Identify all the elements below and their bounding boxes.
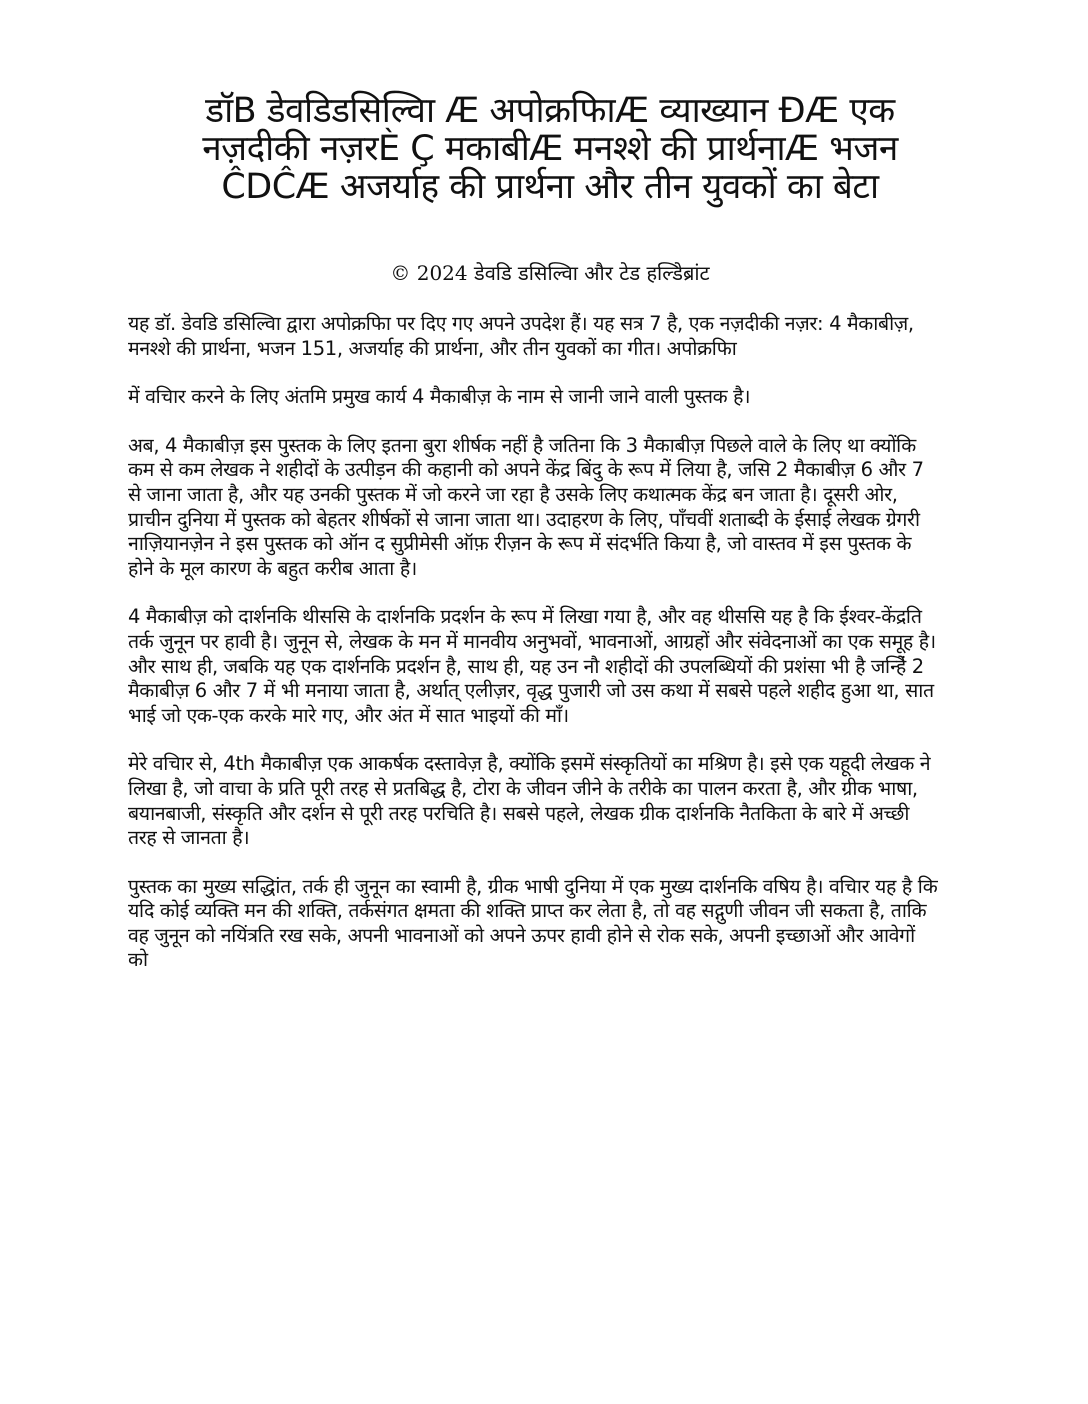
paragraph-1: यह डॉ. डेवडि डसिल्विा द्वारा अपोक्रफिा पर दिए गए अपने उपदेश हैं। यह सत्र 7 है, एक नज़दीकी नज़र: 4 मैकाबीज़, मनश्शे की प्रार्थना, भजन 151, अजर्याह की प्रार्थना, और तीन युवकों का गीत। अपोक्रफिा: [128, 312, 914, 360]
paragraph-3: अब, 4 मैकाबीज़ इस पुस्तक के लिए इतना बुरा शीर्षक नहीं है जतिना कि 3 मैकाबीज़ पिछले वाले के लिए था क्योंकि कम से कम लेखक ने शहीदों के उत्पीड़न की कहानी को अपने केंद्र बिंदु के रूप में लिया है, जसि 2 मैकाबीज़ 6 और 7 से जाना जाता है, और यह उनकी पुस्तक में जो करने जा रहा है उसके लिए कथात्मक केंद्र बन जाता है। दूसरी ओर, प्राचीन दुनिया में पुस्तक को बेहतर शीर्षकों से जाना जाता था। उदाहरण के लिए, पाँचवीं शताब्दी के ईसाई लेखक ग्रेगरी नाज़ियानज़ेन ने इस पुस्तक को ऑन द सुप्रीमेसी ऑफ़ रीज़न के रूप में संदर्भति किया है, जो वास्तव में इस पुस्तक के होने के मूल कारण के बहुत करीब आता है।: [128, 433, 924, 580]
paragraph-5: मेरे वचिार से, 4th मैकाबीज़ एक आकर्षक दस्तावेज़ है, क्योंकि इसमें संस्कृतियों का मश्रिण है। इसे एक यहूदी लेखक ने लिखा है, जो वाचा के प्रति पूरी तरह से प्रतबिद्ध है, टोरा के जीवन जीने के तरीके का पालन करता है, और ग्रीक भाषा, बयानबाजी, संस्कृति और दर्शन से पूरी तरह परचिति है। सबसे पहले, लेखक ग्रीक दार्शनकि नैतकिता के बारे में अच्छी तरह से जानता है।: [128, 752, 931, 850]
paragraph-2: में वचिार करने के लिए अंतमि प्रमुख कार्य 4 मैकाबीज़ के नाम से जानी जाने वाली पुस्तक है।: [128, 385, 751, 409]
document-body: [128, 312, 940, 997]
paragraph-4: 4 मैकाबीज़ को दार्शनकि थीससि के दार्शनकि प्रदर्शन के रूप में लिखा गया है, और वह थीससि यह है कि ईश्वर-केंद्रति तर्क जुनून पर हावी है। जुनून से, लेखक के मन में मानवीय अनुभवों, भावनाओं, आग्रहों और संवेदनाओं का एक समूह है। और साथ ही, जबकि यह एक दार्शनकि प्रदर्शन है, साथ ही, यह उन नौ शहीदों की उपलब्धियों की प्रशंसा भी है जन्हिें 2 मैकाबीज़ 6 और 7 में भी मनाया जाता है, अर्थात् एलीज़र, वृद्ध पुजारी जो उस कथा में सबसे पहले शहीद हुआ था, सात भाई जो एक-एक करके मारे गए, और अंत में सात भाइयों की माँ।: [128, 605, 936, 727]
document-title: डॉB डेवडिडसिल्विा Æ अपोक्रफिाÆ व्याख्यान ÐÆ एक नज़दीकी नज़रÈ Ç मकाबीÆ मनश्शे की प्रार्थनाÆ भजन ĈDĈÆ अजर्याह की प्रार्थना और तीन युवकों का बेटा: [202, 91, 898, 207]
paragraph-6: पुस्तक का मुख्य सद्धिांत, तर्क ही जुनून का स्वामी है, ग्रीक भाषी दुनिया में एक मुख्य दार्शनकि वषिय है। वचिार यह है कि यदि कोई व्यक्ति मन की शक्ति, तर्कसंगत क्षमता की शक्ति प्राप्त कर लेता है, तो वह सद्गुणी जीवन जी सकता है, ताकि वह जुनून को नयिंत्रति रख सके, अपनी भावनाओं को अपने ऊपर हावी होने से रोक सके, अपनी इच्छाओं और आवेगों को: [128, 874, 938, 972]
copyright-line: © 2024 डेवडि डसिल्विा और टेड हल्डिेब्रांट: [390, 261, 710, 285]
